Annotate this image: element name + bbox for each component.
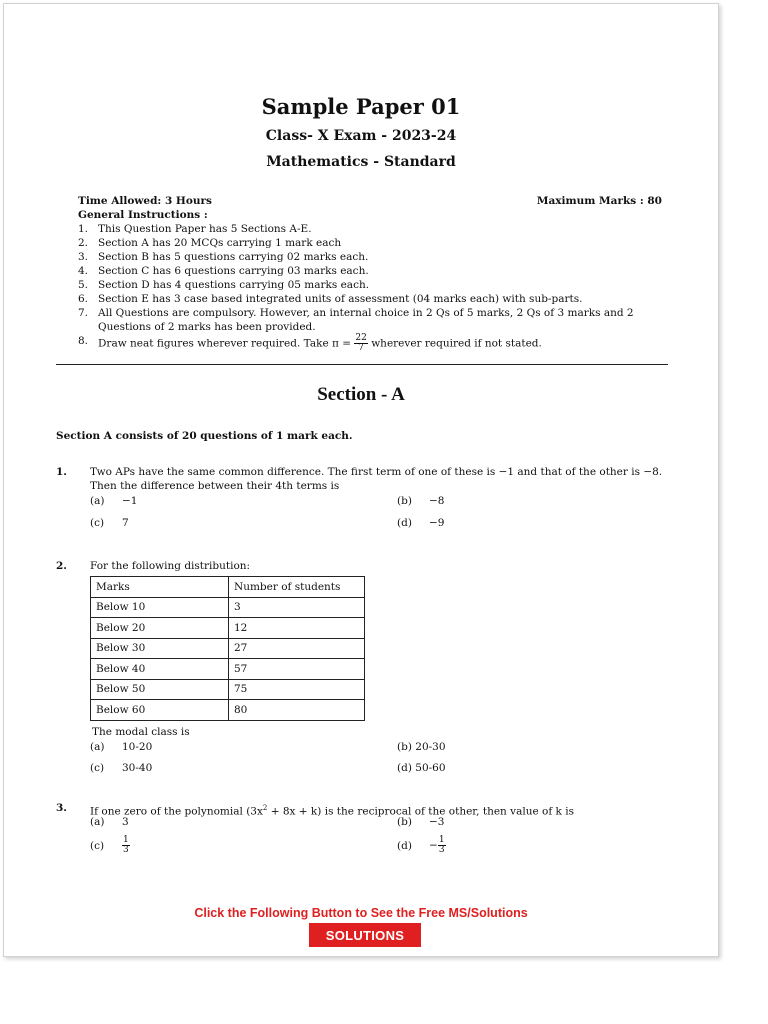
paper-title: Sample Paper 01 (261, 94, 461, 119)
table-row: Below 10 3 (91, 597, 365, 618)
option-d: (d) − $\frac{1}{3}$ (397, 835, 445, 855)
table-row: Below 30 27 (91, 638, 365, 659)
table-row: Below 20 12 (91, 618, 365, 639)
option-c: (c) 7 (90, 517, 129, 529)
instruction-item: 3. Section B has 5 questions carrying 02 marks each. (78, 251, 369, 263)
table-header-row: Marks Number of students (91, 577, 365, 598)
instruction-item: 5. Section D has 4 questions carrying 05 marks each. (78, 279, 370, 291)
instruction-item: 8. Draw neat figures wherever required. Take π = $\frac{22}{7}$ wherever required if not stated. (78, 333, 542, 353)
instruction-item: 6. Section E has 3 case based integrated units of assessment (04 marks each) with sub-parts. (78, 293, 583, 305)
question-number: 3. (56, 802, 67, 814)
instruction-item: 2. Section A has 20 MCQs carrying 1 mark each (78, 237, 342, 249)
option-a: (a) −1 (90, 495, 138, 507)
instructions-list (78, 222, 678, 353)
general-instructions-heading: General Instructions : (78, 209, 208, 221)
subject-label: Mathematics - Standard (266, 154, 456, 170)
fraction: $\frac{1}{3}$ (438, 835, 445, 855)
option-a: (a) 3 (90, 816, 129, 828)
option-c: (c) 30-40 (90, 762, 153, 774)
table-row: Below 50 75 (91, 679, 365, 700)
table-row: Below 60 80 (91, 700, 365, 721)
option-a: (a) 10-20 (90, 741, 153, 753)
instruction-item: 1. This Question Paper has 5 Sections A-E. (78, 223, 312, 235)
question-text: If one zero of the polynomial $(3x^2 + 8x + k)$ is the reciprocal of the other, then value of k is (90, 804, 574, 818)
instruction-item: 7. All Questions are compulsory. However, an internal choice in 2 Qs of 5 marks, 2 Qs of 3 marks and 2 Questions of 2 marks has been provided. (78, 307, 634, 333)
option-b: (b) −8 (397, 495, 445, 507)
question-paper-page (3, 3, 719, 957)
instruction-item: 4. Section C has 6 questions carrying 03 marks each. (78, 265, 369, 277)
question-3 (56, 801, 676, 819)
option-d: (d) 50-60 (397, 762, 446, 774)
option-b: (b) −3 (397, 816, 445, 828)
section-description: Section A consists of 20 questions of 1 mark each. (56, 430, 353, 442)
solutions-button[interactable]: SOLUTIONS (309, 923, 421, 947)
solutions-call-to-action: Click the Following Button to See the Free MS/Solutions (194, 906, 528, 920)
question-2 (56, 559, 676, 573)
question-1 (56, 465, 676, 493)
distribution-table (90, 576, 365, 721)
class-exam-label: Class- X Exam - 2023-24 (265, 128, 457, 144)
table-row: Below 40 57 (91, 659, 365, 680)
question-text: For the following distribution: (90, 560, 251, 572)
question-number: 1. (56, 466, 67, 478)
option-d: (d) −9 (397, 517, 445, 529)
maximum-marks: Maximum Marks : 80 (536, 195, 662, 207)
option-c: (c) $\frac{1}{3}$ (90, 835, 129, 855)
header-divider (56, 364, 668, 365)
question-text: Two APs have the same common difference. The first term of one of these is −1 and that of the other is −8. Then the difference between their 4th terms is (90, 466, 663, 492)
question-number: 2. (56, 560, 67, 572)
option-b: (b) 20-30 (397, 741, 446, 753)
section-title: Section - A (317, 384, 405, 405)
time-allowed: Time Allowed: 3 Hours (78, 195, 212, 207)
pi-fraction: $\frac{22}{7}$ (355, 333, 367, 353)
fraction: $\frac{1}{3}$ (123, 835, 129, 855)
question-followup-text: The modal class is (92, 726, 190, 738)
